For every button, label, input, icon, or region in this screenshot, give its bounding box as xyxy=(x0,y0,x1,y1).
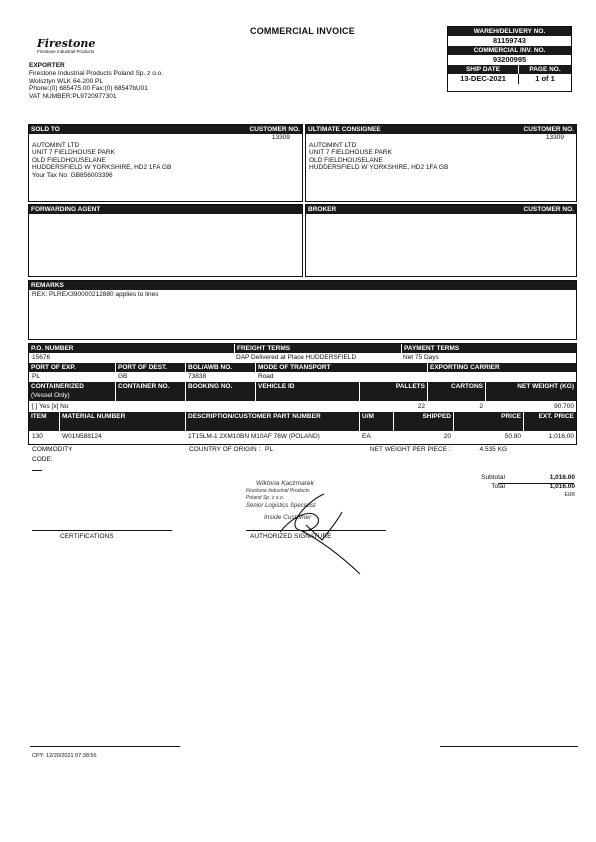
signature-rule xyxy=(246,530,386,531)
item-um: EA xyxy=(362,433,371,440)
certifications-label: CERTIFICATIONS xyxy=(60,533,114,540)
container-no-label: CONTAINER NO. xyxy=(115,382,185,401)
ultimate-line: AUTOMINT LTD xyxy=(309,141,357,149)
remarks-box xyxy=(28,280,577,340)
total-value: 1,016.00 xyxy=(549,483,575,490)
ship-date: 13-DEC-2021 xyxy=(460,74,506,83)
port-exp: PL xyxy=(32,373,40,380)
material-col-label: MATERIAL NUMBER xyxy=(59,412,185,431)
handwritten-signature xyxy=(260,470,370,580)
logo-brand: Firestone xyxy=(37,37,96,50)
page-no: 1 of 1 xyxy=(518,74,571,84)
sold-to-customer-label: CUSTOMER NO. xyxy=(249,126,300,133)
exporter-line: Wolsztyn WLK 64-200 PL xyxy=(29,77,103,85)
ultimate-label: ULTIMATE CONSIGNEE xyxy=(308,126,381,133)
bol-number: 73838 xyxy=(188,373,207,380)
freight-terms-label: FREIGHT TERMS xyxy=(234,344,401,353)
broker-label: BROKER xyxy=(308,206,337,213)
footer-rule-left xyxy=(30,746,180,747)
remarks-label: REMARKS xyxy=(29,281,576,290)
ultimate-consignee-box xyxy=(305,124,577,202)
table-row xyxy=(29,433,576,443)
shipped-col-label: SHIPPED xyxy=(393,412,453,431)
port-dest: GB xyxy=(118,373,128,380)
po-number-label: P.O. NUMBER xyxy=(29,344,234,353)
exporting-carrier-label: EXPORTING CARRIER xyxy=(427,363,576,372)
commodity-label: COMMODITY xyxy=(32,446,73,453)
item-price: 50.80 xyxy=(504,433,521,440)
broker-header xyxy=(306,205,576,214)
commodity-section xyxy=(32,446,572,466)
delivery-no: 81159743 xyxy=(493,36,526,45)
header-boxes xyxy=(447,26,572,92)
page-no-label: PAGE NO. xyxy=(518,65,571,74)
bol-label: BOL/AWB NO. xyxy=(185,363,255,372)
weight-per-piece-value: 4.535 KG xyxy=(479,446,507,453)
footer-rule-right xyxy=(440,746,578,747)
containerized-sub: (Vessel Only) xyxy=(31,392,70,399)
sold-to-customer-no: 13309 xyxy=(271,134,290,141)
cartons-label: CARTONS xyxy=(427,382,485,401)
payment-terms: Net 75 Days xyxy=(403,354,439,361)
stamp-line: Senior Logistics Specialist xyxy=(246,502,316,509)
subtotal-value: 1,016.00 xyxy=(549,474,575,481)
broker-customer-label: CUSTOMER NO. xyxy=(523,206,574,213)
containerized-value: [ ] Yes [x] No xyxy=(32,403,69,410)
freight-terms: DAP Delivered at Place HUDDERSFIELD xyxy=(236,354,357,361)
ultimate-header xyxy=(306,125,576,134)
net-weight-value: 90.700 xyxy=(554,403,574,410)
sold-to-header xyxy=(29,125,302,134)
sold-to-line: Your Tax No: GB856003396 xyxy=(32,171,113,179)
exporter-line: Firestone Industrial Products Poland Sp. z o.o. xyxy=(29,70,164,77)
totals-section xyxy=(440,474,578,504)
shipping-grid xyxy=(28,343,577,445)
stamp-line: Poland Sp. z o.o. xyxy=(246,495,285,502)
commercial-inv-label: COMMERCIAL INV. NO. xyxy=(448,46,571,55)
authorized-signature-label: AUTHORIZED SIGNATURE xyxy=(250,533,332,540)
mode-transport: Road xyxy=(258,373,274,380)
payment-terms-label: PAYMENT TERMS xyxy=(401,344,576,353)
port-exp-label: PORT OF EXP. xyxy=(29,363,115,372)
weight-per-piece-label: NET WEIGHT PER PIECE : xyxy=(370,446,451,453)
stamp-line: Wiktoria Kaczmarek xyxy=(256,480,314,487)
description-col-label: DESCRIPTION/CUSTOMER PART NUMBER xyxy=(185,412,359,431)
origin-value: PL xyxy=(265,446,273,453)
ship-date-label: SHIP DATE xyxy=(448,65,518,74)
stamp-line: Firestone Industrial Products xyxy=(246,487,310,494)
total-label: Total xyxy=(491,483,505,490)
price-col-label: PRICE xyxy=(453,412,523,431)
net-weight-label: NET WEIGHT (KG) xyxy=(485,382,576,401)
code-label: CODE: xyxy=(32,456,53,463)
sold-to-box xyxy=(28,124,303,202)
ext-price-col-label: EXT. PRICE xyxy=(523,412,576,431)
sold-to-line: AUTOMINT LTD xyxy=(32,141,80,149)
company-logo xyxy=(37,37,95,54)
exporter-line: Phone:(0) 685475.00 Fax:(0) 68547bU01 xyxy=(29,85,148,93)
cartons-value: 2 xyxy=(479,403,483,410)
um-col-label: U/M xyxy=(359,412,393,431)
mode-transport-label: MODE OF TRANSPORT xyxy=(255,363,427,372)
origin-label: COUNTRY OF ORIGIN : xyxy=(189,446,261,453)
pallets-label: PALLETS xyxy=(359,382,427,401)
ultimate-customer-label: CUSTOMER NO. xyxy=(523,126,574,133)
ultimate-line: HUDDERSFIELD W YORKSHIRE, HD2 1FA GB xyxy=(309,164,449,172)
port-dest-label: PORT OF DEST. xyxy=(115,363,185,372)
containerized-label xyxy=(29,382,115,401)
commercial-inv-no: 93200995 xyxy=(492,55,527,64)
stamp-line: Inside Customer xyxy=(264,514,312,522)
booking-no-label: BOOKING NO. xyxy=(185,382,255,401)
item-shipped: 20 xyxy=(443,433,451,440)
forwarding-agent-box xyxy=(28,204,303,277)
exporter-label: EXPORTER xyxy=(29,62,65,69)
item-description: 1T15LM-1 2XM10BN M10AF 76W (POLAND) xyxy=(188,433,320,440)
currency: EUR xyxy=(564,492,575,498)
totals-rule xyxy=(498,483,574,484)
pallets-value: 22 xyxy=(417,403,425,410)
logo-tagline: Firestone Industrial Products xyxy=(37,49,95,54)
forwarding-agent-label: FORWARDING AGENT xyxy=(29,205,302,214)
document-title: COMMERCIAL INVOICE xyxy=(250,26,355,36)
material-number: W01N588124 xyxy=(62,433,102,440)
item-number: 130 xyxy=(32,433,43,440)
broker-box xyxy=(305,204,577,277)
divider xyxy=(32,470,42,471)
item-ext-price: 1,016.00 xyxy=(548,433,574,440)
sold-to-line: HUDDERSFIELD W YORKSHIRE, HD2 1FA GB xyxy=(32,164,172,172)
exporter-line: VAT NUMBER:PL9720977301 xyxy=(29,92,117,100)
vehicle-id-label: VEHICLE ID xyxy=(255,382,359,401)
sold-to-line: OLD FIELDHOUSELANE xyxy=(32,156,106,164)
delivery-no-label: WAREH/DELIVERY NO. xyxy=(448,27,571,36)
sold-to-line: UNIT 7 FIELDHOUSE PARK xyxy=(32,149,115,157)
ultimate-line: UNIT 7 FIELDHOUSE PARK xyxy=(309,149,392,157)
certifications-rule xyxy=(32,530,172,531)
print-timestamp: CPY: 12/20/2021 07:38:56 xyxy=(32,753,97,759)
remarks-text: REX: PLREX390000212880 applies to lines xyxy=(32,291,159,298)
po-number: 15676 xyxy=(32,354,51,361)
subtotal-label: Subtotal xyxy=(481,474,505,481)
exporter-section xyxy=(29,61,163,100)
ultimate-line: OLD FIELDHOUSELANE xyxy=(309,156,383,164)
ultimate-customer-no: 13309 xyxy=(545,134,564,141)
item-col-label: ITEM xyxy=(29,412,59,431)
containerized-title: CONTAINERIZED xyxy=(31,383,84,390)
sold-to-label: SOLD TO xyxy=(31,126,60,133)
